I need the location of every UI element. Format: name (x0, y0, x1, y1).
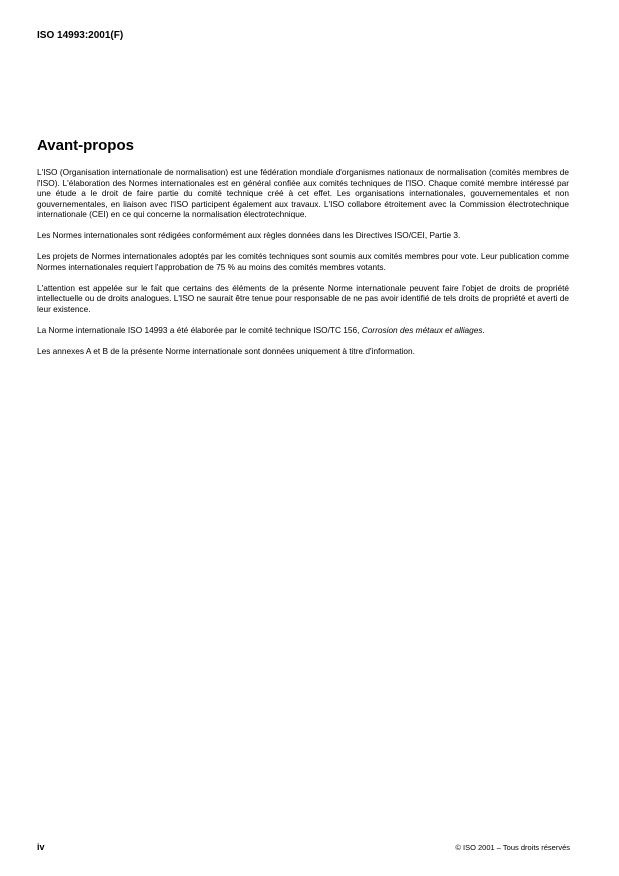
paragraph-directives: Les Normes internationales sont rédigées conformément aux règles données dans les Directives ISO/CEI, Partie 3. (37, 230, 461, 240)
page-title: Avant-propos (37, 137, 134, 154)
document-id-header: ISO 14993:2001(F) (37, 30, 124, 41)
committee-title: Corrosion des métaux et alliages (361, 324, 483, 335)
paragraph-committee (37, 325, 569, 336)
paragraph-annexes: Les annexes A et B de la présente Norme internationale sont données uniquement à titre d'information. (37, 345, 415, 356)
paragraph-vote: Les projets de Normes internationales adoptés par les comités techniques sont soumis aux comités membres pour vote. Leur publication comme Normes internationales requiert l'approbation de 75 % au moins des comités membres votants. (37, 251, 569, 272)
paragraph-patent-rights: L'attention est appelée sur le fait que certains des éléments de la présente Norme internationale peuvent faire l'objet de droits de propriété intellectuelle ou de droits analogues. L'ISO ne saurait être tenue pour responsable de ne pas avoir identifié de tels droits de propriété et averti de leur existence. (37, 282, 569, 314)
foreword-body (37, 167, 569, 367)
copyright-notice: © ISO 2001 – Tous droits réservés (455, 843, 570, 852)
page-number: iv (37, 842, 45, 852)
committee-period: . (482, 324, 485, 335)
paragraph-iso-organisation: L'ISO (Organisation internationale de normalisation) est une fédération mondiale d'organismes nationaux de normalisation (comités membres de l'ISO). L'élaboration des Normes internationales est en général confiée aux comités techniques de l'ISO. Chaque comité membre intéressé par une étude a le droit de faire partie du comité technique créé à cet effet. Les organisations internationales, gouvernementales et non gouvernementales, en liaison avec l'ISO participent également aux travaux. L'ISO collabore étroitement avec la Commission électrotechnique internationale (CEI) en ce qui concerne la normalisation électrotechnique. (37, 167, 569, 219)
committee-text: La Norme internationale ISO 14993 a été élaborée par le comité technique ISO/TC 156, (37, 324, 362, 335)
